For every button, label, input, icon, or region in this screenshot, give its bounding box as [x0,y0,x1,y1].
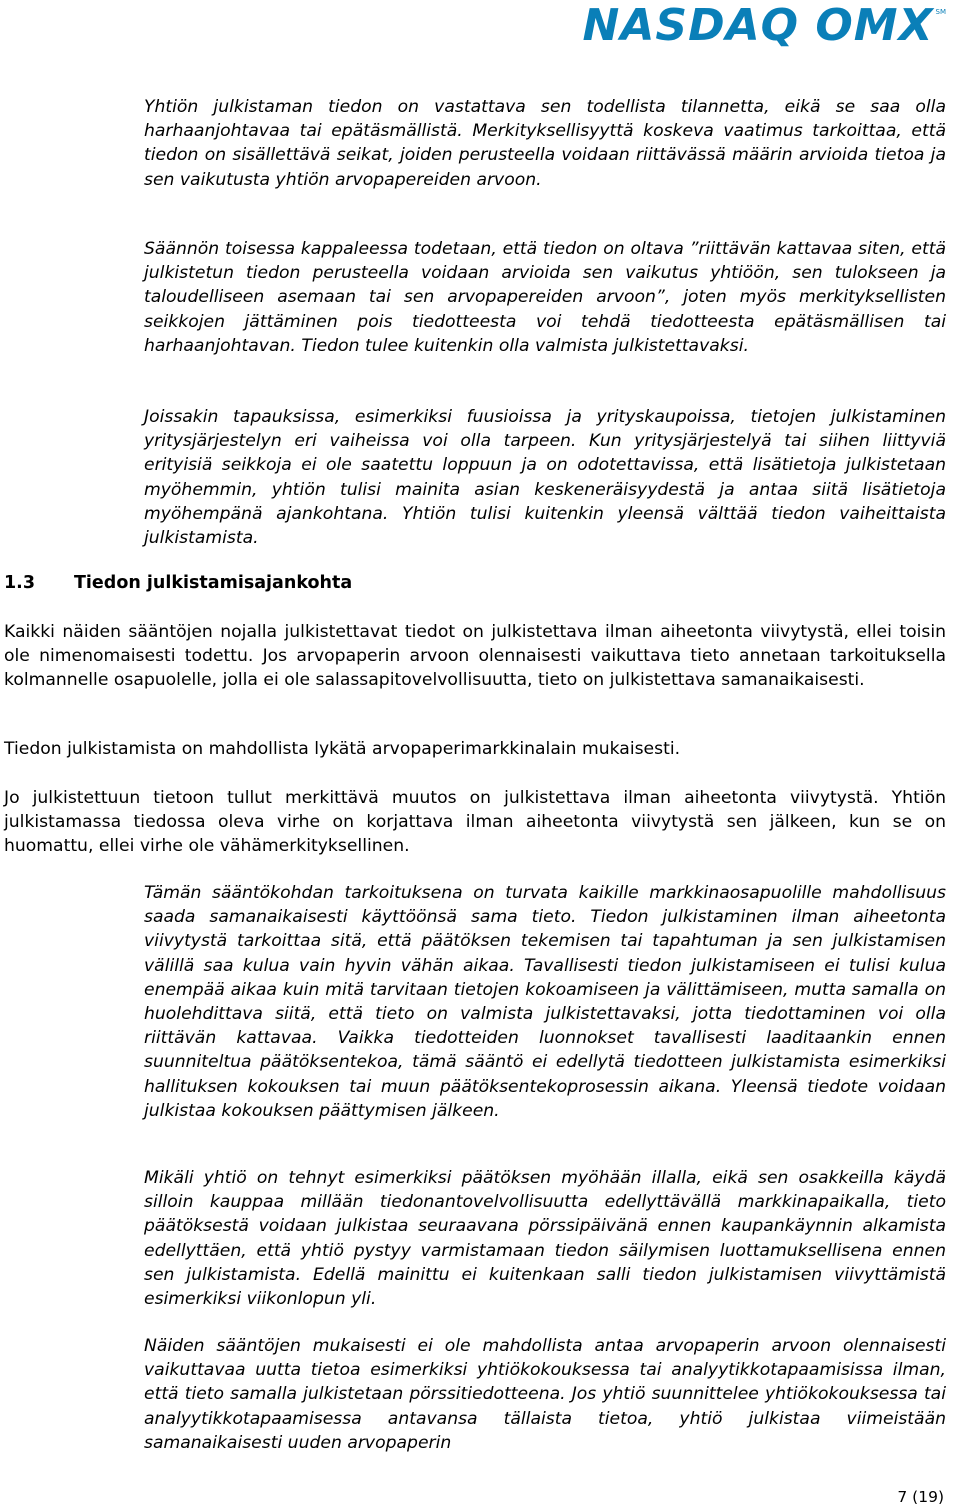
paragraph-deferral: Tiedon julkistamista on mahdollista lykätä arvopaperimarkkinalain mukaisesti. [4,739,681,759]
paragraph-accuracy: Yhtiön julkistaman tiedon on vastattava sen todellista tilannetta, eikä se saa olla harhaanjohtavaa tai epätäsmällistä. Merkityksellisyyttä koskeva vaatimus tarkoittaa, että tiedon on sisällettävä seikat, joiden perusteella voidaan riittävässä määrin arvioida tietoa ja sen vaikutusta yhtiön arvopapereiden arvoon. [144,97,946,190]
paragraph-late-decisions: Mikäli yhtiö on tehnyt esimerkiksi päätöksen myöhään illalla, eikä sen osakkeilla käydä silloin kauppaa millään tiedonantovelvollisuutta edellyttävällä markkinapaikalla, tieto päätöksestä voidaan julkistaa seuraavana pörssipäivänä ennen kaupankäynnin alkamista edellyttäen, että yhtiö pystyy varmistamaan tiedon säilymisen luottamuksellisena ennen sen julkistamista. Edellä mainittu ei kuitenkaan salli tiedon julkistamisen viivyttämistä esimerkiksi viikonlopun yli. [144,1168,946,1310]
service-mark: SM [935,8,946,16]
paragraph-mergers: Joissakin tapauksissa, esimerkiksi fuusioissa ja yrityskaupoissa, tietojen julkistaminen yritysjärjestelyn eri vaiheissa voi olla tarpeen. Kun yritysjärjestelyä tai siihen liittyviä erityisiä seikkoja ei ole saatettu loppuun ja on odotettavissa, että lisätietoja julkistetaan myöhemmin, yhtiön tulisi mainita asian keskeneräisyydestä ja antaa siitä lisätietoja myöhempänä ajankohtana. Yhtiön tulisi kuitenkin yleensä välttää tiedon vaiheittaista julkistamista. [144,407,946,549]
page-number: 7 (19) [897,1488,944,1506]
paragraph-purpose: Tämän sääntökohdan tarkoituksena on turvata kaikille markkinaosapuolille mahdollisuus saada samanaikaisesti käyttöönsä sama tieto. Tiedon julkistaminen ilman aiheetonta viivytystä tarkoittaa sitä, että päätöksen tekemisen tai tapahtuman ja sen julkistamisen välillä saa kulua vain hyvin vähän aikaa. Tavallisesti tiedon julkistamiseen ei tulisi kulua enempää aikaa kuin mitä tarvitaan tietojen kokoamiseen ja välittämiseen, mutta samalla on huolehdittava siitä, että tieto on valmista julkistettavaksi, jotta tiedottaminen voi olla riittävän kattavaa. Vaikka tiedotteiden luonnokset tavallisesti laaditaankin ennen suunniteltua päätöksentekoa, tämä sääntö ei edellytä tiedotteen julkistamista esimerkiksi hallituksen kokouksen tai muun päätöksentekoprosessin aikana. Yleensä tiedote voidaan julkistaa kokouksen päättymisen jälkeen. [144,883,946,1121]
nasdaq-omx-logo [582,0,946,51]
section-number: 1.3 [4,573,36,593]
logo-wordmark: NASDAQ OMX [582,0,934,51]
section-title: Tiedon julkistamisajankohta [74,573,353,593]
paragraph-corrections: Jo julkistettuun tietoon tullut merkittävä muutos on julkistettava ilman aiheetonta viivytystä. Yhtiön julkistamassa tiedossa oleva virhe on korjattava ilman aiheetonta viivytystä sen jälkeen, kun se on huomattu, ellei virhe ole vähämerkityksellinen. [4,788,946,857]
paragraph-meetings: Näiden sääntöjen mukaisesti ei ole mahdollista antaa arvopaperin arvoon olennaisesti vaikuttavaa uutta tietoa esimerkiksi yhtiökokouksessa tai analyytikkotapaamisissa ilman, että tieto samalla julkistetaan pörssitiedotteena. Jos yhtiö suunnittelee yhtiökokouksessa tai analyytikkotapaamisessa antavansa tällaista tietoa, yhtiö julkistaa viimeistään samanaikaisesti uuden arvopaperin [144,1336,946,1453]
section-heading [4,571,352,595]
paragraph-rule-timing: Kaikki näiden sääntöjen nojalla julkistettavat tiedot on julkistettava ilman aiheetonta viivytystä, ellei toisin ole nimenomaisesti todettu. Jos arvopaperin arvoon olennaisesti vaikuttava tieto annetaan tarkoituksella kolmannelle osapuolelle, jolla ei ole salassapitovelvollisuutta, tieto on julkistettava samanaikaisesti. [4,622,946,691]
paragraph-completeness: Säännön toisessa kappaleessa todetaan, että tiedon on oltava ”riittävän kattavaa siten, että julkistetun tiedon perusteella voidaan arvioida sen vaikutus yhtiöön, sen tulokseen ja taloudelliseen asemaan tai sen arvopapereiden arvoon”, joten myös merkityksellisten seikkojen jättäminen pois tiedotteesta voi tehdä tiedotteesta epätäsmällisen tai harhaanjohtavan. Tiedon tulee kuitenkin olla valmista julkistettavaksi. [144,239,946,356]
